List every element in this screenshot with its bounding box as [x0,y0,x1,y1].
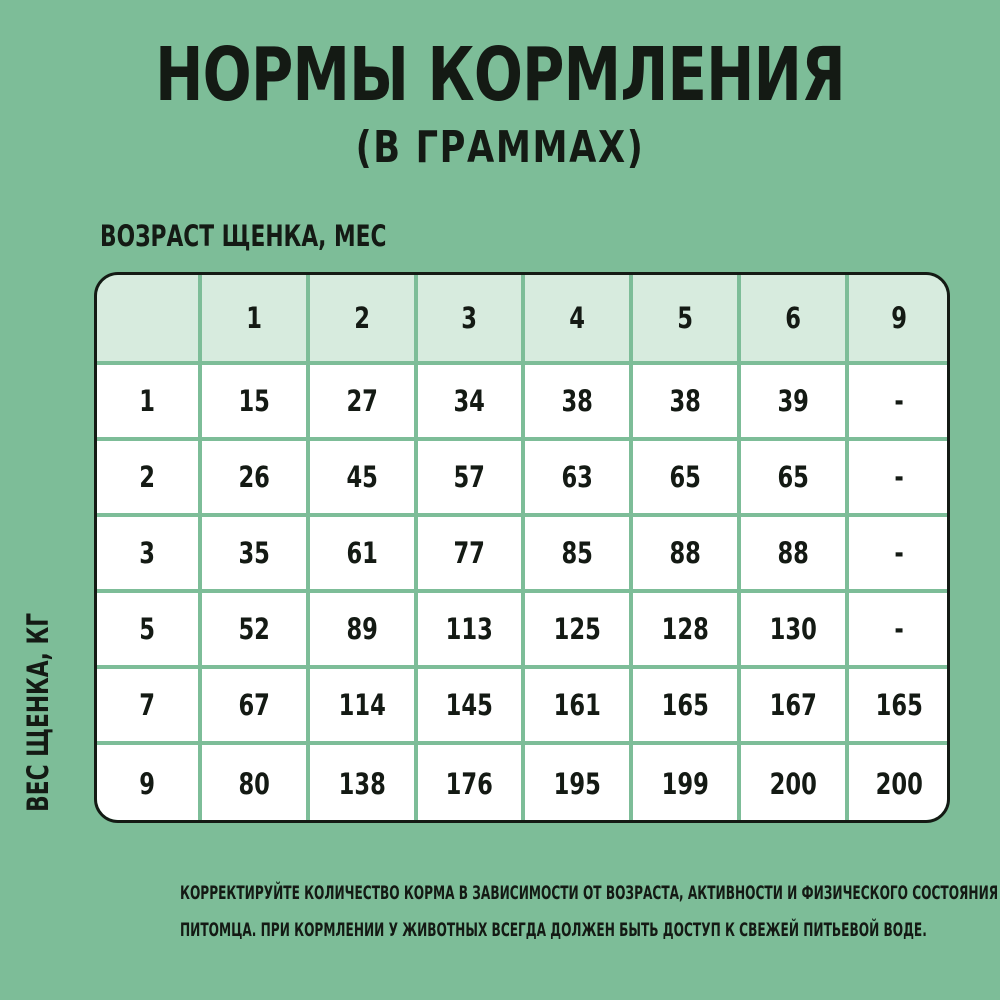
table-cell-text: 57 [453,460,486,494]
table-cell-text: 27 [346,384,378,418]
table-cell-text: 65 [669,460,701,494]
table-cell-text: 138 [338,767,386,801]
table-cell [849,745,950,823]
table-cell [525,593,629,665]
table-cell-text: 34 [453,384,486,418]
table-cell-text: 26 [238,460,270,494]
column-header-cell-text: 4 [569,301,585,335]
table-cell-text: 89 [346,612,378,646]
table-cell [849,365,950,437]
table-cell [202,669,306,741]
table-cell-text: 130 [769,612,817,646]
table-cell-text: - [894,384,905,418]
table-cell-text: 85 [561,536,593,570]
column-header-cell-text: 5 [677,301,693,335]
table-cell [202,745,306,823]
table-cell-text: 61 [346,536,378,570]
column-header-cell-text: 9 [891,301,908,335]
table-cell [310,517,414,589]
table-cell [633,593,737,665]
row-header-cell-text: 1 [139,384,156,418]
row-header-cell [97,745,198,823]
header-corner-cell [97,275,198,361]
table-cell [741,441,845,513]
column-header-cell [418,275,521,361]
table-cell-text: 195 [553,767,601,801]
page-title: НОРМЫ КОРМЛЕНИЯ [155,32,845,118]
table-cell [633,441,737,513]
column-header-cell-text: 6 [785,301,801,335]
feeding-table [94,272,950,823]
table-cell [741,517,845,589]
table-cell-text: 35 [238,536,270,570]
table-cell [741,669,845,741]
row-header-cell [97,593,198,665]
table-cell [525,517,629,589]
table-cell [418,669,521,741]
table-cell-text: 128 [661,612,709,646]
table-cell-text: 38 [561,384,593,418]
table-cell [633,365,737,437]
column-axis-label: ВОЗРАСТ ЩЕНКА, МЕС [100,219,387,253]
table-cell-text: - [894,460,905,494]
row-header-cell-text: 3 [139,536,156,570]
table-cell-text: 80 [238,767,270,801]
table-cell [418,593,521,665]
row-axis-label [20,605,56,820]
column-header-cell [633,275,737,361]
row-header-cell [97,441,198,513]
table-cell [418,441,521,513]
table-cell [849,593,950,665]
table-cell [310,365,414,437]
table-cell-text: 167 [769,688,817,722]
table-cell [525,745,629,823]
table-cell [525,365,629,437]
table-cell-text: 38 [669,384,701,418]
column-header-cell [849,275,950,361]
table-cell-text: 161 [553,688,601,722]
column-header-cell [525,275,629,361]
table-cell-text: 88 [669,536,701,570]
table-cell-text: - [894,612,905,646]
row-header-cell-text: 5 [139,612,156,646]
note-line-2: ПИТОМЦА. ПРИ КОРМЛЕНИИ У ЖИВОТНЫХ ВСЕГДА ДОЛЖЕН БЫТЬ ДОСТУП К СВЕЖЕЙ ПИТЬЕВОЙ ВОДЕ. [180,919,927,941]
table-cell-text: 67 [238,688,270,722]
table-cell-text: 45 [346,460,378,494]
table-cell [525,441,629,513]
table-cell [310,745,414,823]
column-header-cell [202,275,306,361]
table-cell-text: 165 [661,688,709,722]
note-line-1: КОРРЕКТИРУЙТЕ КОЛИЧЕСТВО КОРМА В ЗАВИСИМОСТИ ОТ ВОЗРАСТА, АКТИВНОСТИ И ФИЗИЧЕСКОГО СОСТОЯНИЯ [180,882,999,904]
column-header-cell-text: 1 [246,301,262,335]
table-cell [418,745,521,823]
table-cell [310,669,414,741]
row-header-cell [97,517,198,589]
table-cell-text: 125 [553,612,601,646]
table-cell-text: 63 [561,460,593,494]
table-cell-text: 77 [453,536,486,570]
row-axis-label-text: ВЕС ЩЕНКА, КГ [21,613,55,812]
column-header-cell-text: 3 [461,301,478,335]
table-cell-text: 113 [445,612,494,646]
table-cell-text: 200 [769,767,817,801]
table-cell [202,517,306,589]
table-cell [741,593,845,665]
table-cell-text: 114 [338,688,386,722]
table-cell [741,365,845,437]
table-cell [310,441,414,513]
table-cell-text: 39 [777,384,809,418]
table-cell-text: 52 [238,612,270,646]
column-header-cell [310,275,414,361]
table-cell [849,441,950,513]
table-cell [633,669,737,741]
table-cell-text: 145 [445,688,494,722]
table-cell-text: 88 [777,536,809,570]
row-header-cell-text: 2 [139,460,156,494]
table-cell [418,365,521,437]
page-subtitle: (В ГРАММАХ) [355,122,645,173]
table-cell [202,441,306,513]
table-cell-text: 176 [445,767,494,801]
table-cell [202,365,306,437]
table-cell [418,517,521,589]
table-cell-text: 65 [777,460,809,494]
table-cell [525,669,629,741]
row-header-cell-text: 9 [139,767,156,801]
table-cell-text: - [894,536,905,570]
table-cell-text: 200 [875,767,924,801]
table-cell [741,745,845,823]
table-cell [633,745,737,823]
table-cell [849,517,950,589]
table-cell-text: 199 [661,767,709,801]
column-header-cell [741,275,845,361]
table-cell-text: 165 [875,688,924,722]
row-header-cell [97,365,198,437]
column-header-cell-text: 2 [354,301,370,335]
row-header-cell [97,669,198,741]
table-cell [310,593,414,665]
table-cell [633,517,737,589]
table-cell-text: 15 [238,384,270,418]
table-cell [849,669,950,741]
row-header-cell-text: 7 [139,688,156,722]
table-cell [202,593,306,665]
